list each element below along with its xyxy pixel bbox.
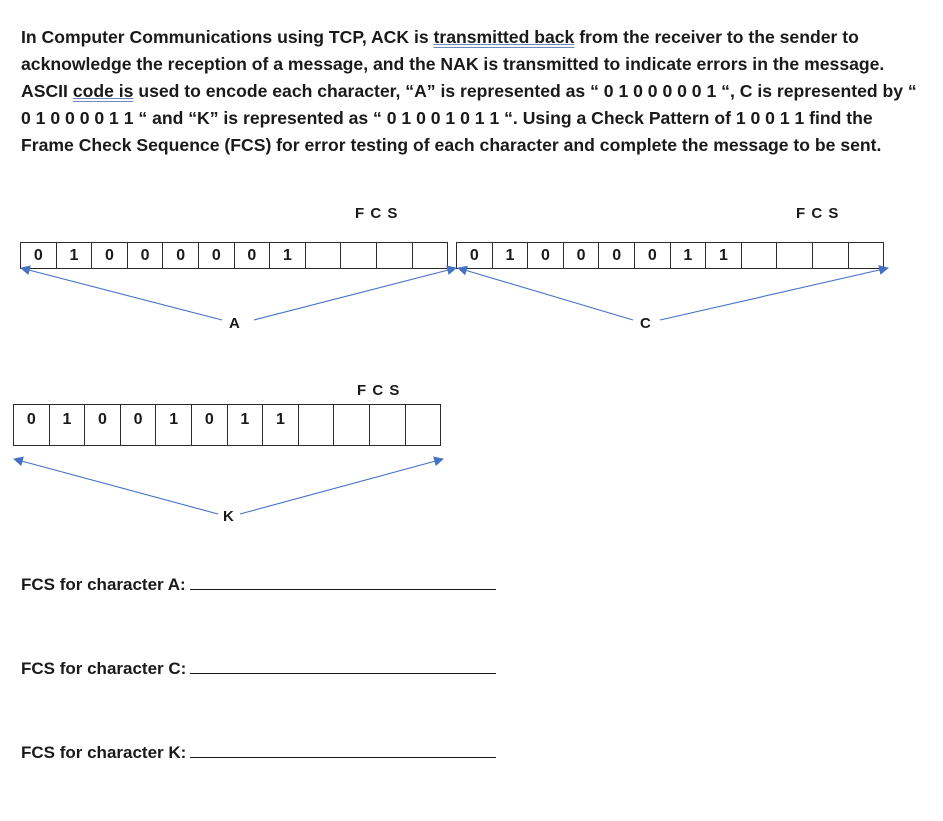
bit-cell[interactable]: 0	[163, 243, 199, 268]
arrow-c-left	[458, 268, 633, 320]
intro-text-1: In Computer Communications using TCP, ACK is	[21, 27, 434, 47]
answer-a-blank[interactable]	[190, 575, 496, 590]
answer-k-label: FCS for character K:	[21, 743, 187, 762]
char-label-a: A	[229, 315, 241, 332]
arrow-k-left	[14, 459, 218, 514]
bit-cell[interactable]: 0	[564, 243, 600, 268]
char-label-k: K	[223, 508, 235, 525]
bit-cell[interactable]: 0	[199, 243, 235, 268]
answer-k-blank[interactable]	[190, 743, 496, 758]
bit-cell[interactable]: 1	[156, 405, 192, 445]
answer-c	[21, 659, 496, 679]
bit-cell[interactable]: 0	[599, 243, 635, 268]
bit-cell[interactable]: 1	[263, 405, 299, 445]
intro-text-3: used to encode each character, “A” is represented as “ 0 1 0 0 0 0 0 1 “, C is represented by “ 0 1 0 0 0 0 1 1 “ and “K” is represented as “ 0 1 0 0 1 0 1 1 “. Using a Check Pattern of 1 0 0 1 1 find the Frame Check Sequence (FCS) for error testing of each character and complete the message to be sent.	[21, 81, 917, 155]
answer-k	[21, 743, 496, 763]
bit-cell[interactable]: 0	[192, 405, 228, 445]
answer-c-blank[interactable]	[190, 659, 496, 674]
bit-cell[interactable]: 0	[635, 243, 671, 268]
arrow-a-right	[254, 268, 456, 320]
fcs-label-a: F C S	[355, 205, 399, 222]
answer-c-label: FCS for character C:	[21, 659, 187, 678]
bit-cell[interactable]: 0	[21, 243, 57, 268]
answer-a	[21, 575, 496, 595]
bit-cell[interactable]: 1	[228, 405, 264, 445]
bit-cell[interactable]: 0	[92, 243, 128, 268]
bit-cell[interactable]: 1	[270, 243, 306, 268]
code-is-text: code is	[72, 81, 134, 101]
bit-cell[interactable]: 1	[706, 243, 742, 268]
char-label-c: C	[640, 315, 652, 332]
bit-cell[interactable]: 1	[671, 243, 707, 268]
bit-cell[interactable]: 1	[57, 243, 93, 268]
fcs-label-c: F C S	[796, 205, 840, 222]
arrow-a-left	[21, 268, 222, 320]
bit-cell[interactable]: 0	[235, 243, 271, 268]
intro-text-2: from the receiver to the sender to acknowledge the reception of a message, and the NAK is transmitted to indicate errors in the message. ASCII	[21, 27, 885, 101]
arrow-c-right	[660, 268, 888, 320]
bit-cell[interactable]: 0	[128, 243, 164, 268]
bit-cell[interactable]: 0	[457, 243, 493, 268]
bit-cell[interactable]: 0	[14, 405, 50, 445]
answer-a-label: FCS for character A:	[21, 575, 186, 594]
bit-cell[interactable]: 0	[121, 405, 157, 445]
bit-cell[interactable]: 0	[85, 405, 121, 445]
transmitted-back-text: transmitted back	[433, 27, 575, 47]
arrow-k-right	[240, 459, 443, 514]
bit-cell[interactable]: 0	[528, 243, 564, 268]
bit-cell[interactable]: 1	[493, 243, 529, 268]
fcs-label-k: F C S	[357, 382, 401, 399]
bit-cell[interactable]: 1	[50, 405, 86, 445]
